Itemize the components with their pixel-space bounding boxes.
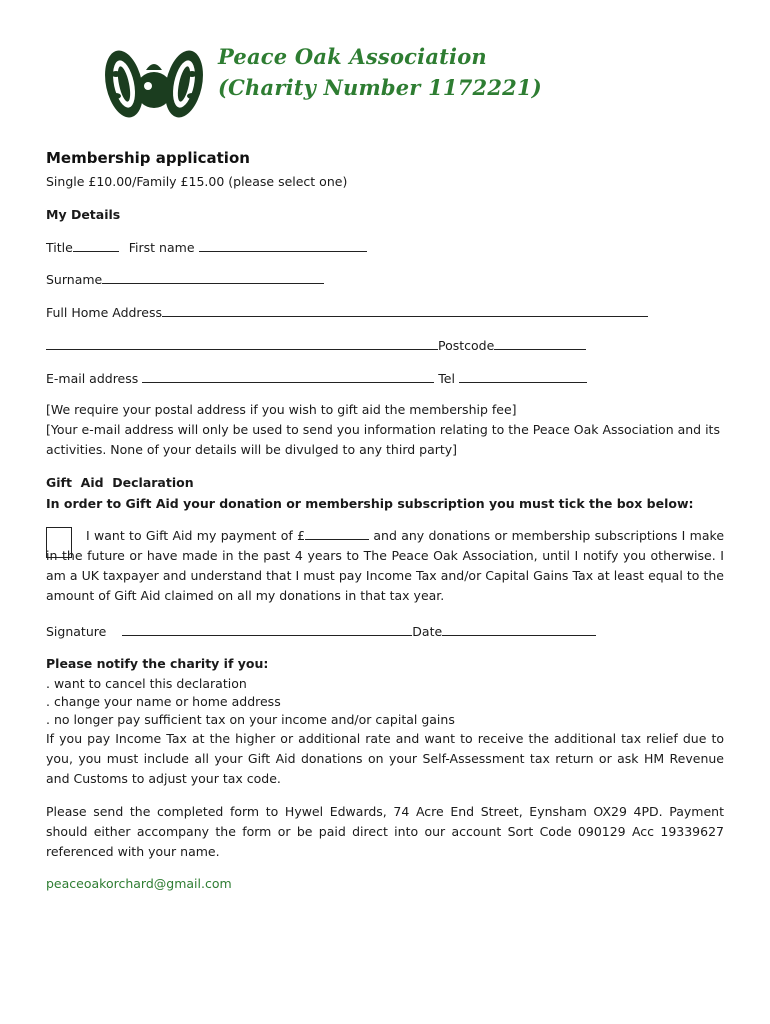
contact-email-link[interactable]: peaceoakorchard@gmail.com [46, 876, 232, 891]
page-title: Membership application [46, 149, 250, 167]
surname-row [46, 271, 324, 287]
notify-heading: Please notify the charity if you: [46, 656, 269, 671]
email-field[interactable] [142, 370, 434, 383]
email-row [46, 370, 587, 386]
surname-field[interactable] [102, 271, 324, 284]
title-row [46, 239, 367, 255]
date-field[interactable] [442, 623, 596, 636]
declaration-rest: and any donations or membership subscriptions I make in the future or have made in the past 4 years to The Peace Oak Association, until I notify you otherwise. I am a UK taxpayer and understand that I must pay Income Tax and/or Capital Gains Tax at least equal to the amount of Gift Aid claimed on all my donations in that tax year. [46, 528, 725, 603]
notify-item: . no longer pay sufficient tax on your income and/or capital gains [46, 712, 455, 727]
my-details-heading: My Details [46, 207, 121, 222]
send-instructions: Please send the completed form to Hywel Edwards, 74 Acre End Street, Eynsham OX29 4PD. Payment should either accompany the form or be paid direct into our account Sort Code 090129 Acc 19339627 referenced with your name. [46, 804, 724, 859]
notify-item: . change your name or home address [46, 694, 281, 709]
postcode-row [46, 337, 586, 353]
surname-label: Surname [46, 272, 103, 287]
gift-aid-declaration [46, 526, 724, 606]
declaration-start: I want to Gift Aid my payment of £ [86, 528, 306, 543]
oak-leaf-logo [102, 44, 206, 126]
first-name-field[interactable] [199, 239, 367, 252]
fee-line: Single £10.00/Family £15.00 (please select one) [46, 174, 348, 189]
date-label: Date [412, 624, 443, 639]
postcode-field[interactable] [494, 337, 586, 350]
postal-note: [We require your postal address if you wish to gift aid the membership fee] [46, 402, 517, 417]
postcode-label: Postcode [438, 338, 495, 353]
address-label: Full Home Address [46, 305, 163, 320]
tel-label: Tel [438, 371, 455, 386]
signature-row [46, 623, 596, 639]
gift-aid-instruction: In order to Gift Aid your donation or membership subscription you must tick the box below: [46, 496, 694, 511]
gift-aid-heading: Gift Aid Declaration [46, 475, 194, 490]
charity-number: (Charity Number 1172221) [218, 75, 542, 100]
email-label: E-mail address [46, 371, 139, 386]
tel-field[interactable] [459, 370, 587, 383]
privacy-note: [Your e-mail address will only be used to send you information relating to the Peace Oak Association and its activities. None of your details will be divulged to any third party] [46, 422, 720, 457]
address-field[interactable] [162, 304, 648, 317]
address-row [46, 304, 648, 320]
signature-field[interactable] [122, 623, 412, 636]
payment-amount-field[interactable] [305, 527, 369, 540]
org-name: Peace Oak Association [218, 44, 487, 69]
title-label: Title [46, 240, 73, 255]
first-name-label: First name [128, 240, 195, 255]
signature-label: Signature [46, 624, 107, 639]
address-line-2-field[interactable] [46, 337, 438, 350]
title-field[interactable] [73, 239, 119, 252]
higher-rate-note: If you pay Income Tax at the higher or additional rate and want to receive the additional tax relief due to you, you must include all your Gift Aid donations on your Self-Assessment tax return or ask HM Revenue and Customs to adjust your tax code. [46, 731, 724, 786]
notify-item: . want to cancel this declaration [46, 676, 247, 691]
